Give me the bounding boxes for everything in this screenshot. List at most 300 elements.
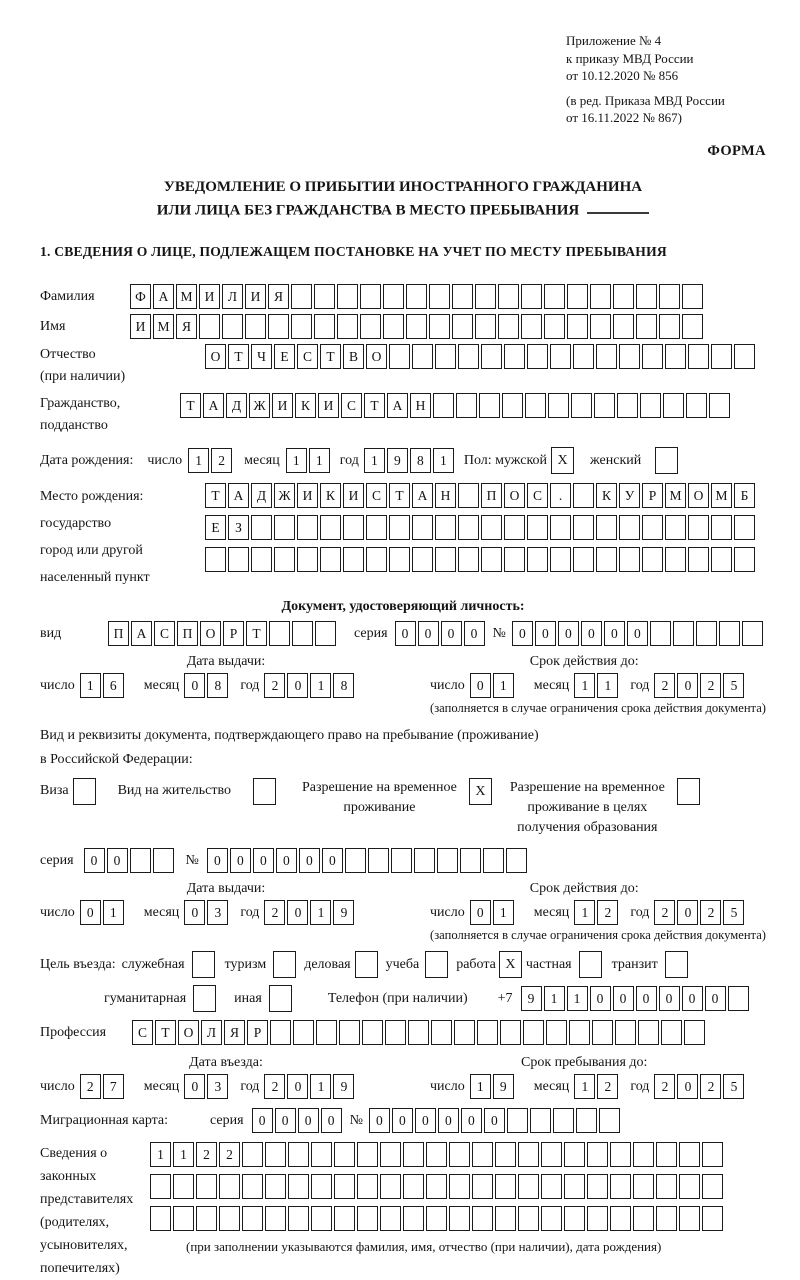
char-box[interactable] — [242, 1142, 263, 1167]
char-box[interactable]: 0 — [298, 1108, 319, 1133]
char-box[interactable] — [665, 515, 686, 540]
char-box[interactable] — [150, 1174, 171, 1199]
char-box[interactable]: 2 — [264, 673, 285, 698]
char-box[interactable]: 0 — [287, 900, 308, 925]
char-box[interactable]: Р — [642, 483, 663, 508]
char-box[interactable] — [334, 1142, 355, 1167]
char-box[interactable] — [479, 393, 500, 418]
char-box[interactable] — [334, 1174, 355, 1199]
char-box[interactable]: 2 — [700, 673, 721, 698]
char-box[interactable] — [245, 314, 266, 339]
char-box[interactable]: 8 — [333, 673, 354, 698]
char-box[interactable] — [525, 393, 546, 418]
char-box[interactable] — [406, 284, 427, 309]
char-box[interactable] — [481, 344, 502, 369]
char-box[interactable]: Ж — [249, 393, 270, 418]
char-box[interactable]: К — [320, 483, 341, 508]
char-box[interactable]: 1 — [574, 900, 595, 925]
char-box[interactable]: О — [366, 344, 387, 369]
char-box[interactable] — [472, 1174, 493, 1199]
char-box[interactable]: И — [245, 284, 266, 309]
char-box[interactable]: 2 — [196, 1142, 217, 1167]
char-box[interactable] — [222, 314, 243, 339]
char-box[interactable] — [610, 1174, 631, 1199]
char-box[interactable] — [541, 1206, 562, 1231]
char-box[interactable] — [334, 1206, 355, 1231]
char-box[interactable] — [452, 284, 473, 309]
char-box[interactable] — [314, 314, 335, 339]
char-box[interactable]: 0 — [461, 1108, 482, 1133]
char-box[interactable] — [518, 1206, 539, 1231]
char-box[interactable]: О — [200, 621, 221, 646]
char-box[interactable] — [504, 344, 525, 369]
char-box[interactable] — [564, 1206, 585, 1231]
char-box[interactable] — [504, 547, 525, 572]
char-box[interactable]: 0 — [484, 1108, 505, 1133]
purpose-official-checkbox[interactable] — [192, 951, 215, 978]
char-box[interactable]: А — [387, 393, 408, 418]
char-box[interactable] — [504, 515, 525, 540]
char-box[interactable]: 0 — [682, 986, 703, 1011]
char-box[interactable]: О — [688, 483, 709, 508]
char-box[interactable] — [518, 1174, 539, 1199]
char-box[interactable] — [403, 1206, 424, 1231]
char-box[interactable] — [663, 393, 684, 418]
char-box[interactable] — [573, 547, 594, 572]
char-box[interactable]: 1 — [597, 673, 618, 698]
char-box[interactable] — [590, 314, 611, 339]
char-box[interactable] — [403, 1174, 424, 1199]
char-box[interactable] — [362, 1020, 383, 1045]
char-box[interactable] — [314, 284, 335, 309]
char-box[interactable]: 0 — [395, 621, 416, 646]
char-box[interactable]: 8 — [207, 673, 228, 698]
char-box[interactable] — [458, 515, 479, 540]
char-box[interactable] — [472, 1206, 493, 1231]
char-box[interactable] — [360, 314, 381, 339]
char-box[interactable]: 0 — [84, 848, 105, 873]
char-box[interactable]: И — [272, 393, 293, 418]
char-box[interactable] — [242, 1206, 263, 1231]
char-box[interactable]: 2 — [654, 900, 675, 925]
char-box[interactable] — [544, 284, 565, 309]
char-box[interactable] — [311, 1142, 332, 1167]
char-box[interactable]: 0 — [659, 986, 680, 1011]
char-box[interactable]: И — [297, 483, 318, 508]
char-box[interactable] — [550, 344, 571, 369]
char-box[interactable]: М — [711, 483, 732, 508]
char-box[interactable]: 8 — [410, 448, 431, 473]
char-box[interactable] — [292, 621, 313, 646]
char-box[interactable] — [587, 1206, 608, 1231]
char-box[interactable] — [251, 547, 272, 572]
char-box[interactable]: 6 — [103, 673, 124, 698]
char-box[interactable] — [659, 314, 680, 339]
char-box[interactable] — [297, 547, 318, 572]
char-box[interactable] — [688, 547, 709, 572]
char-box[interactable] — [576, 1108, 597, 1133]
char-box[interactable] — [320, 515, 341, 540]
visa-checkbox[interactable] — [73, 778, 96, 805]
char-box[interactable] — [435, 515, 456, 540]
char-box[interactable] — [495, 1174, 516, 1199]
char-box[interactable]: 0 — [184, 1074, 205, 1099]
char-box[interactable] — [633, 1206, 654, 1231]
char-box[interactable]: 0 — [253, 848, 274, 873]
char-box[interactable]: С — [527, 483, 548, 508]
char-box[interactable] — [734, 547, 755, 572]
char-box[interactable] — [268, 314, 289, 339]
char-box[interactable] — [251, 515, 272, 540]
char-box[interactable]: 0 — [107, 848, 128, 873]
char-box[interactable] — [679, 1174, 700, 1199]
char-box[interactable]: 5 — [723, 900, 744, 925]
char-box[interactable] — [288, 1174, 309, 1199]
char-box[interactable] — [389, 547, 410, 572]
char-box[interactable]: А — [228, 483, 249, 508]
char-box[interactable] — [357, 1206, 378, 1231]
char-box[interactable] — [541, 1142, 562, 1167]
char-box[interactable]: Ф — [130, 284, 151, 309]
char-box[interactable] — [449, 1142, 470, 1167]
char-box[interactable] — [619, 547, 640, 572]
char-box[interactable] — [506, 848, 527, 873]
char-box[interactable] — [481, 547, 502, 572]
char-box[interactable] — [709, 393, 730, 418]
char-box[interactable] — [656, 1174, 677, 1199]
purpose-work-checkbox[interactable]: X — [499, 951, 522, 978]
char-box[interactable]: О — [178, 1020, 199, 1045]
char-box[interactable] — [702, 1142, 723, 1167]
char-box[interactable] — [498, 284, 519, 309]
char-box[interactable] — [617, 393, 638, 418]
char-box[interactable]: И — [130, 314, 151, 339]
char-box[interactable] — [650, 621, 671, 646]
char-box[interactable] — [360, 284, 381, 309]
char-box[interactable]: 1 — [310, 673, 331, 698]
char-box[interactable] — [403, 1142, 424, 1167]
char-box[interactable]: Т — [205, 483, 226, 508]
char-box[interactable]: Е — [274, 344, 295, 369]
char-box[interactable] — [573, 483, 594, 508]
char-box[interactable]: Т — [228, 344, 249, 369]
char-box[interactable] — [633, 1142, 654, 1167]
char-box[interactable] — [553, 1108, 574, 1133]
sex-male-checkbox[interactable]: X — [551, 447, 574, 474]
char-box[interactable] — [385, 1020, 406, 1045]
char-box[interactable] — [357, 1142, 378, 1167]
char-box[interactable] — [679, 1142, 700, 1167]
char-box[interactable]: Т — [320, 344, 341, 369]
char-box[interactable] — [228, 547, 249, 572]
char-box[interactable] — [619, 344, 640, 369]
char-box[interactable] — [449, 1206, 470, 1231]
char-box[interactable]: Д — [226, 393, 247, 418]
char-box[interactable] — [599, 1108, 620, 1133]
temp-education-checkbox[interactable] — [677, 778, 700, 805]
char-box[interactable]: Н — [410, 393, 431, 418]
char-box[interactable]: 0 — [230, 848, 251, 873]
char-box[interactable]: Т — [155, 1020, 176, 1045]
char-box[interactable] — [527, 547, 548, 572]
char-box[interactable]: Ж — [274, 483, 295, 508]
char-box[interactable]: И — [199, 284, 220, 309]
char-box[interactable] — [288, 1206, 309, 1231]
char-box[interactable]: 0 — [581, 621, 602, 646]
purpose-other-checkbox[interactable] — [269, 985, 292, 1012]
purpose-business-checkbox[interactable] — [355, 951, 378, 978]
char-box[interactable] — [315, 621, 336, 646]
char-box[interactable] — [636, 284, 657, 309]
char-box[interactable] — [642, 515, 663, 540]
char-box[interactable] — [435, 547, 456, 572]
char-box[interactable]: 1 — [574, 673, 595, 698]
char-box[interactable] — [437, 848, 458, 873]
char-box[interactable] — [665, 344, 686, 369]
char-box[interactable]: А — [131, 621, 152, 646]
char-box[interactable] — [389, 344, 410, 369]
char-box[interactable] — [366, 547, 387, 572]
char-box[interactable]: 2 — [597, 1074, 618, 1099]
char-box[interactable]: . — [550, 483, 571, 508]
char-box[interactable] — [196, 1206, 217, 1231]
char-box[interactable] — [548, 393, 569, 418]
char-box[interactable] — [274, 515, 295, 540]
char-box[interactable]: Т — [364, 393, 385, 418]
char-box[interactable]: 2 — [700, 1074, 721, 1099]
purpose-tourism-checkbox[interactable] — [273, 951, 296, 978]
char-box[interactable]: В — [343, 344, 364, 369]
char-box[interactable]: 2 — [597, 900, 618, 925]
char-box[interactable]: 3 — [207, 1074, 228, 1099]
char-box[interactable] — [702, 1174, 723, 1199]
char-box[interactable] — [291, 284, 312, 309]
residence-permit-checkbox[interactable] — [253, 778, 276, 805]
char-box[interactable] — [567, 314, 588, 339]
char-box[interactable] — [590, 284, 611, 309]
char-box[interactable]: 0 — [613, 986, 634, 1011]
char-box[interactable]: Б — [734, 483, 755, 508]
char-box[interactable]: 1 — [80, 673, 101, 698]
char-box[interactable] — [389, 515, 410, 540]
char-box[interactable] — [345, 848, 366, 873]
char-box[interactable]: 1 — [470, 1074, 491, 1099]
char-box[interactable] — [550, 515, 571, 540]
char-box[interactable]: С — [366, 483, 387, 508]
char-box[interactable]: Ч — [251, 344, 272, 369]
char-box[interactable] — [412, 547, 433, 572]
char-box[interactable] — [610, 1142, 631, 1167]
char-box[interactable]: 2 — [654, 673, 675, 698]
char-box[interactable] — [550, 547, 571, 572]
char-box[interactable] — [472, 1142, 493, 1167]
char-box[interactable] — [412, 515, 433, 540]
char-box[interactable] — [734, 515, 755, 540]
char-box[interactable] — [659, 284, 680, 309]
char-box[interactable] — [199, 314, 220, 339]
char-box[interactable] — [642, 547, 663, 572]
char-box[interactable]: Л — [201, 1020, 222, 1045]
char-box[interactable] — [728, 986, 749, 1011]
char-box[interactable] — [527, 515, 548, 540]
char-box[interactable]: 0 — [418, 621, 439, 646]
char-box[interactable] — [288, 1142, 309, 1167]
char-box[interactable]: 1 — [493, 673, 514, 698]
char-box[interactable] — [711, 344, 732, 369]
char-box[interactable]: 1 — [309, 448, 330, 473]
char-box[interactable]: 1 — [286, 448, 307, 473]
char-box[interactable]: 0 — [558, 621, 579, 646]
char-box[interactable]: О — [205, 344, 226, 369]
char-box[interactable] — [544, 314, 565, 339]
char-box[interactable] — [456, 393, 477, 418]
char-box[interactable] — [569, 1020, 590, 1045]
char-box[interactable] — [596, 515, 617, 540]
char-box[interactable]: 2 — [80, 1074, 101, 1099]
char-box[interactable] — [406, 314, 427, 339]
char-box[interactable] — [429, 314, 450, 339]
char-box[interactable] — [530, 1108, 551, 1133]
char-box[interactable] — [380, 1206, 401, 1231]
char-box[interactable]: 0 — [252, 1108, 273, 1133]
char-box[interactable] — [475, 314, 496, 339]
char-box[interactable]: У — [619, 483, 640, 508]
char-box[interactable]: П — [481, 483, 502, 508]
char-box[interactable] — [682, 314, 703, 339]
char-box[interactable] — [679, 1206, 700, 1231]
char-box[interactable] — [541, 1174, 562, 1199]
char-box[interactable] — [414, 848, 435, 873]
char-box[interactable]: К — [596, 483, 617, 508]
char-box[interactable] — [454, 1020, 475, 1045]
char-box[interactable] — [383, 284, 404, 309]
char-box[interactable] — [518, 1142, 539, 1167]
char-box[interactable]: 5 — [723, 673, 744, 698]
char-box[interactable]: С — [297, 344, 318, 369]
char-box[interactable]: 0 — [276, 848, 297, 873]
char-box[interactable]: 2 — [219, 1142, 240, 1167]
char-box[interactable] — [656, 1142, 677, 1167]
char-box[interactable]: 0 — [321, 1108, 342, 1133]
char-box[interactable]: Н — [435, 483, 456, 508]
char-box[interactable] — [711, 547, 732, 572]
char-box[interactable] — [205, 547, 226, 572]
char-box[interactable] — [337, 314, 358, 339]
char-box[interactable] — [495, 1142, 516, 1167]
char-box[interactable]: 1 — [493, 900, 514, 925]
char-box[interactable] — [458, 344, 479, 369]
char-box[interactable] — [656, 1206, 677, 1231]
char-box[interactable]: А — [153, 284, 174, 309]
char-box[interactable] — [339, 1020, 360, 1045]
temp-residence-checkbox[interactable]: X — [469, 778, 492, 805]
char-box[interactable] — [702, 1206, 723, 1231]
char-box[interactable]: Д — [251, 483, 272, 508]
char-box[interactable]: 1 — [433, 448, 454, 473]
char-box[interactable]: 0 — [604, 621, 625, 646]
char-box[interactable] — [458, 547, 479, 572]
char-box[interactable] — [311, 1206, 332, 1231]
char-box[interactable] — [502, 393, 523, 418]
char-box[interactable] — [380, 1174, 401, 1199]
char-box[interactable] — [571, 393, 592, 418]
char-box[interactable]: 0 — [287, 1074, 308, 1099]
char-box[interactable] — [573, 515, 594, 540]
char-box[interactable]: 0 — [184, 900, 205, 925]
char-box[interactable]: 0 — [535, 621, 556, 646]
char-box[interactable]: И — [343, 483, 364, 508]
char-box[interactable] — [337, 284, 358, 309]
char-box[interactable] — [507, 1108, 528, 1133]
char-box[interactable] — [696, 621, 717, 646]
char-box[interactable] — [380, 1142, 401, 1167]
char-box[interactable]: 0 — [627, 621, 648, 646]
char-box[interactable] — [642, 344, 663, 369]
char-box[interactable] — [426, 1206, 447, 1231]
char-box[interactable] — [673, 621, 694, 646]
char-box[interactable] — [366, 515, 387, 540]
char-box[interactable]: 0 — [369, 1108, 390, 1133]
char-box[interactable]: П — [177, 621, 198, 646]
char-box[interactable]: Я — [224, 1020, 245, 1045]
char-box[interactable] — [567, 284, 588, 309]
char-box[interactable] — [297, 515, 318, 540]
char-box[interactable] — [615, 1020, 636, 1045]
purpose-humanitarian-checkbox[interactable] — [193, 985, 216, 1012]
char-box[interactable] — [640, 393, 661, 418]
char-box[interactable] — [274, 547, 295, 572]
char-box[interactable]: 9 — [387, 448, 408, 473]
char-box[interactable]: Р — [247, 1020, 268, 1045]
char-box[interactable] — [196, 1174, 217, 1199]
char-box[interactable] — [435, 344, 456, 369]
char-box[interactable] — [587, 1174, 608, 1199]
char-box[interactable]: 1 — [173, 1142, 194, 1167]
purpose-study-checkbox[interactable] — [425, 951, 448, 978]
char-box[interactable] — [150, 1206, 171, 1231]
char-box[interactable] — [596, 547, 617, 572]
char-box[interactable]: С — [154, 621, 175, 646]
char-box[interactable]: 0 — [415, 1108, 436, 1133]
char-box[interactable] — [546, 1020, 567, 1045]
char-box[interactable] — [475, 284, 496, 309]
char-box[interactable]: 9 — [333, 1074, 354, 1099]
char-box[interactable] — [343, 547, 364, 572]
char-box[interactable]: Т — [389, 483, 410, 508]
char-box[interactable] — [458, 483, 479, 508]
char-box[interactable] — [682, 284, 703, 309]
char-box[interactable] — [270, 1020, 291, 1045]
char-box[interactable]: 1 — [567, 986, 588, 1011]
char-box[interactable] — [594, 393, 615, 418]
char-box[interactable]: 0 — [677, 1074, 698, 1099]
char-box[interactable]: 0 — [392, 1108, 413, 1133]
char-box[interactable] — [521, 314, 542, 339]
char-box[interactable]: С — [132, 1020, 153, 1045]
char-box[interactable] — [368, 848, 389, 873]
char-box[interactable]: 2 — [211, 448, 232, 473]
char-box[interactable] — [173, 1174, 194, 1199]
char-box[interactable] — [498, 314, 519, 339]
char-box[interactable] — [153, 848, 174, 873]
char-box[interactable] — [426, 1174, 447, 1199]
char-box[interactable]: К — [295, 393, 316, 418]
char-box[interactable] — [483, 848, 504, 873]
char-box[interactable]: 1 — [103, 900, 124, 925]
char-box[interactable]: 1 — [150, 1142, 171, 1167]
char-box[interactable]: 0 — [464, 621, 485, 646]
char-box[interactable]: 0 — [677, 900, 698, 925]
